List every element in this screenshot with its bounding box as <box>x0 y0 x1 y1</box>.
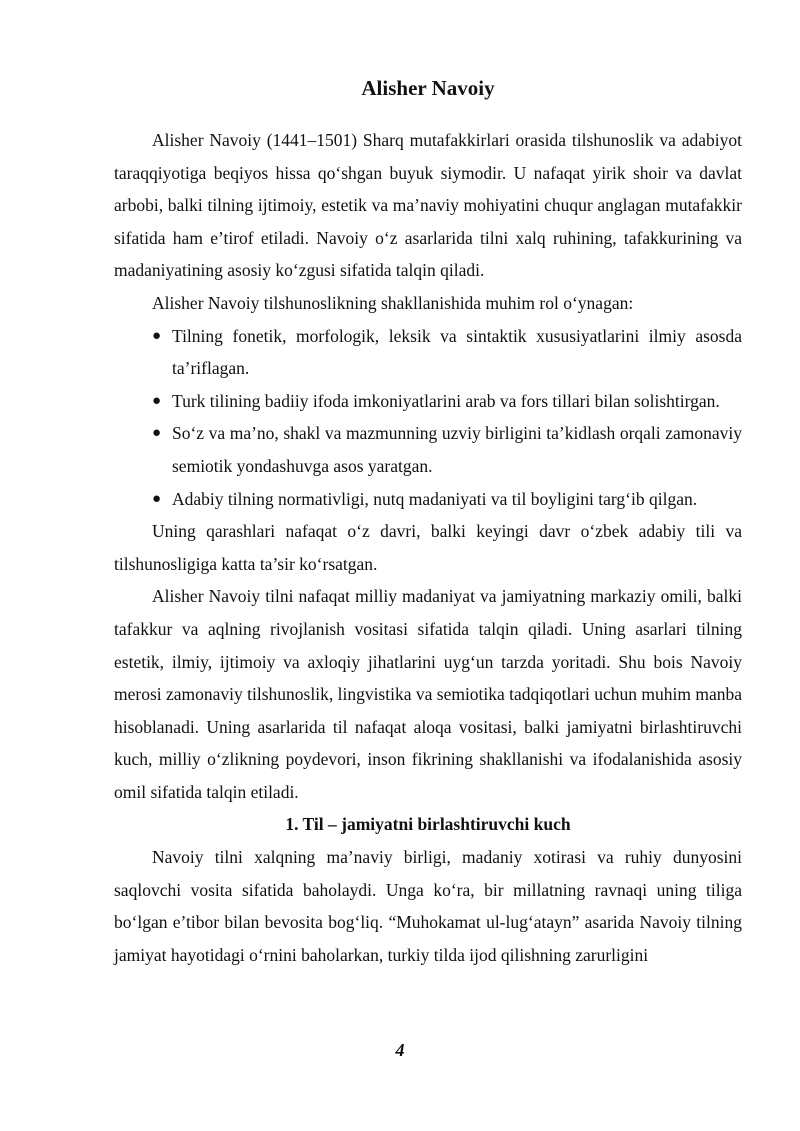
influence-paragraph: Uning qarashlari nafaqat o‘z davri, balki keyingi davr o‘zbek adabiy tili va tilshunosligiga katta ta’sir ko‘rsatgan. <box>114 521 742 574</box>
bullet-icon: ● <box>152 490 162 507</box>
bullet-icon: ● <box>152 392 162 409</box>
section-heading: 1. Til – jamiyatni birlashtiruvchi kuch <box>285 814 571 835</box>
list-item-text: Tilning fonetik, morfologik, leksik va sintaktik xususiyatlarini ilmiy asosda ta’riflagan. <box>172 325 742 379</box>
intro-paragraph: Alisher Navoiy (1441–1501) Sharq mutafakkirlari orasida tilshunoslik va adabiyot taraqqiyotiga beqiyos hissa qo‘shgan buyuk siymodir. U nafaqat yirik shoir va davlat arbobi, balki tilning ijtimoiy, estetik va ma’naviy mohiyatini chuqur anglagan mutafakkir sifatida ham e’tirof etiladi. Navoiy o‘z asarlarida tilni xalq ruhining, tafakkurining va madaniyatining asosiy ko‘zgusi sifatida talqin qiladi. <box>114 130 742 281</box>
list-item-text: So‘z va ma’no, shakl va mazmunning uzviy birligini ta’kidlash orqali zamonaviy semiotik yondashuvga asos yaratgan. <box>172 423 742 476</box>
bullet-icon: ● <box>152 425 162 442</box>
page-number: 4 <box>395 1040 405 1060</box>
list-item <box>152 417 742 482</box>
contributions-list <box>114 320 742 516</box>
document-title: Alisher Navoiy <box>361 76 495 100</box>
list-intro-paragraph: Alisher Navoiy tilshunoslikning shakllanishida muhim rol o‘ynagan: <box>152 292 634 313</box>
list-item <box>152 385 742 418</box>
list-item <box>152 320 742 385</box>
section-paragraph: Navoiy tilni xalqning ma’naviy birligi, madaniy xotirasi va ruhiy dunyosini saqlovchi vosita sifatida baholaydi. Unga ko‘ra, bir millatning ravnaqi uning tiliga bo‘lgan e’tibor bilan bevosita bog‘liq. “Muhokamat ul-lug‘atayn” asarida Navoiy tilning jamiyat hayotidagi o‘rnini baholarkan, turkiy tilda ijod qilishning zarurligini <box>114 847 742 965</box>
list-item-text: Turk tilining badiiy ifoda imkoniyatlarini arab va fors tillari bilan solishtirgan. <box>172 390 720 411</box>
list-item <box>152 483 742 516</box>
list-item-text: Adabiy tilning normativligi, nutq madaniyati va til boyligini targ‘ib qilgan. <box>172 488 698 509</box>
summary-paragraph: Alisher Navoiy tilni nafaqat milliy madaniyat va jamiyatning markaziy omili, balki tafakkur va aqlning rivojlanish vositasi sifatida talqin qiladi. Uning asarlari tilning estetik, ilmiy, ijtimoiy va axloqiy jihatlarini uyg‘un tarzda yoritadi. Shu bois Navoiy merosi zamonaviy tilshunoslik, lingvistika va semiotika tadqiqotlari uchun muhim manba hisoblanadi. Uning asarlarida til nafaqat aloqa vositasi, balki jamiyatni birlashtiruvchi kuch, milliy o‘zlikning poydevori, inson fikrining shakllanishi va ifodalanishida asosiy omil sifatida talqin etiladi. <box>114 586 742 802</box>
document-page <box>114 72 742 971</box>
bullet-icon: ● <box>152 327 162 344</box>
